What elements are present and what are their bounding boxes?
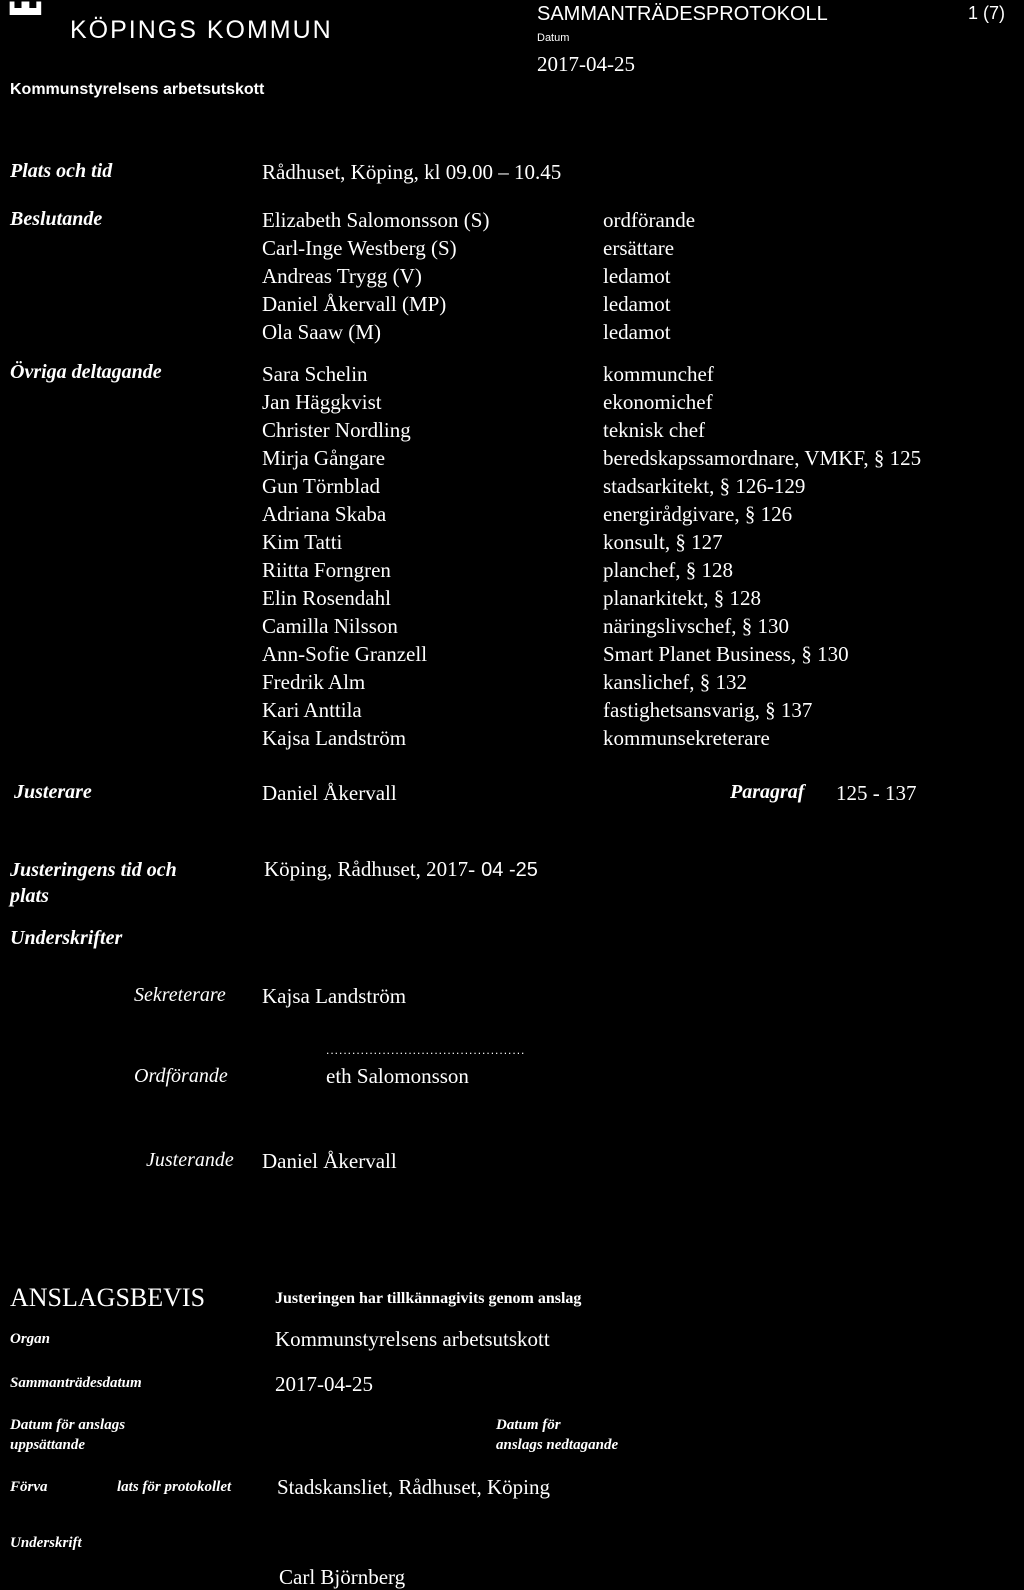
adjuster-sign-name: Daniel Åkervall	[262, 1149, 397, 1173]
place-time-value: Rådhuset, Köping, kl 09.00 – 10.45	[262, 160, 562, 184]
list-item: ledamot	[603, 264, 671, 288]
posting-date-label-line1: Datum för anslags	[10, 1417, 126, 1433]
others-roles	[603, 360, 921, 752]
list-item: kanslichef, § 132	[603, 670, 748, 694]
secretary-label: Sekreterare	[134, 984, 226, 1006]
removal-date-label-line1: Datum för	[496, 1417, 561, 1433]
list-item: Fredrik Alm	[262, 670, 366, 694]
posting-date-label-line2: uppsättande	[10, 1437, 86, 1453]
list-item: ledamot	[603, 320, 671, 344]
list-item: ledamot	[603, 292, 671, 316]
storage-label-b: lats för protokollet	[117, 1479, 232, 1495]
paragraph-range: 125 - 137	[836, 781, 917, 805]
place-time-label: Plats och tid	[10, 160, 113, 182]
list-item: planarkitekt, § 128	[603, 586, 762, 610]
adjustment-label-line2: plats	[10, 885, 49, 907]
adjuster-label: Justerare	[14, 781, 92, 803]
adjustment-value	[264, 857, 538, 882]
list-item: ekonomichef	[603, 390, 713, 414]
signatures-label: Underskrifter	[10, 927, 123, 949]
others-label: Övriga deltagande	[10, 361, 162, 383]
list-item: Carl-Inge Westberg (S)	[262, 236, 457, 260]
notice-signature-name: Carl Björnberg	[279, 1565, 406, 1589]
list-item: Elin Rosendahl	[262, 586, 391, 610]
chair-label: Ordförande	[134, 1065, 228, 1087]
list-item: Gun Törnblad	[262, 474, 381, 498]
adjuster-sign-label: Justerande	[146, 1149, 234, 1171]
list-item: Elizabeth Salomonsson (S)	[262, 208, 490, 232]
chair-signature-line: ..............................................	[326, 1043, 526, 1057]
deciding-label: Beslutande	[10, 208, 103, 230]
list-item: Kajsa Landström	[262, 726, 407, 750]
adjustment-place: Köping, Rådhuset, 2017-	[264, 857, 476, 881]
removal-date-label-line2: anslags nedtagande	[496, 1437, 619, 1453]
list-item: beredskapssamordnare, VMKF, § 125	[603, 446, 922, 470]
posting-date-label	[10, 1415, 125, 1455]
list-item: näringslivschef, § 130	[603, 614, 790, 638]
others-names	[262, 360, 427, 752]
header-date: 2017-04-25	[537, 52, 635, 76]
list-item: Christer Nordling	[262, 418, 411, 442]
notice-subtitle: Justeringen har tillkännagivits genom anslag	[275, 1290, 582, 1307]
paragraph-label: Paragraf	[730, 781, 805, 803]
notice-signature-label: Underskrift	[10, 1535, 82, 1551]
list-item: ordförande	[603, 208, 696, 232]
list-item: planchef, § 128	[603, 558, 734, 582]
list-item: Sara Schelin	[262, 362, 368, 386]
list-item: Camilla Nilsson	[262, 614, 398, 638]
deciding-names	[262, 206, 489, 346]
list-item: konsult, § 127	[603, 530, 723, 554]
meeting-date-value: 2017-04-25	[275, 1372, 373, 1396]
list-item: stadsarkitekt, § 126-129	[603, 474, 806, 498]
list-item: Daniel Åkervall (MP)	[262, 292, 447, 316]
adjustment-label	[10, 857, 177, 909]
deciding-roles	[603, 206, 695, 346]
list-item: Andreas Trygg (V)	[262, 264, 422, 288]
meeting-date-label: Sammanträdesdatum	[10, 1375, 142, 1391]
committee-name: Kommunstyrelsens arbetsutskott	[10, 81, 265, 98]
date-label: Datum	[537, 32, 570, 44]
list-item: Kari Anttila	[262, 698, 362, 722]
list-item: Adriana Skaba	[262, 502, 387, 526]
list-item: Kim Tatti	[262, 530, 343, 554]
organ-value: Kommunstyrelsens arbetsutskott	[275, 1327, 550, 1351]
removal-date-label	[496, 1415, 618, 1455]
list-item: ersättare	[603, 236, 675, 260]
document-type: SAMMANTRÄDESPROTOKOLL	[537, 3, 828, 25]
list-item: kommunsekreterare	[603, 726, 770, 750]
adjuster-name: Daniel Åkervall	[262, 781, 397, 805]
list-item: Jan Häggkvist	[262, 390, 382, 414]
list-item: kommunchef	[603, 362, 714, 386]
list-item: teknisk chef	[603, 418, 706, 442]
list-item: Ola Saaw (M)	[262, 320, 381, 344]
logo-icon: ▙▟▙▟	[10, 3, 40, 15]
list-item: energirådgivare, § 126	[603, 502, 793, 526]
list-item: Ann-Sofie Granzell	[262, 642, 428, 666]
organ-label: Organ	[10, 1331, 51, 1347]
secretary-name: Kajsa Landström	[262, 984, 407, 1008]
adjustment-label-line1: Justeringens tid och	[10, 859, 177, 881]
list-item: Mirja Gångare	[262, 446, 386, 470]
storage-label-a: Förva	[10, 1479, 48, 1495]
adjustment-handwritten-date: 04 -25	[481, 859, 538, 881]
list-item: Riitta Forngren	[262, 558, 391, 582]
list-item: fastighetsansvarig, § 137	[603, 698, 813, 722]
list-item: Smart Planet Business, § 130	[603, 642, 849, 666]
page-number: 1 (7)	[968, 3, 1006, 23]
chair-name: eth Salomonsson	[326, 1064, 469, 1088]
municipality-name: KÖPINGS KOMMUN	[70, 16, 333, 44]
notice-title: ANSLAGSBEVIS	[10, 1283, 206, 1312]
storage-value: Stadskansliet, Rådhuset, Köping	[277, 1475, 550, 1499]
